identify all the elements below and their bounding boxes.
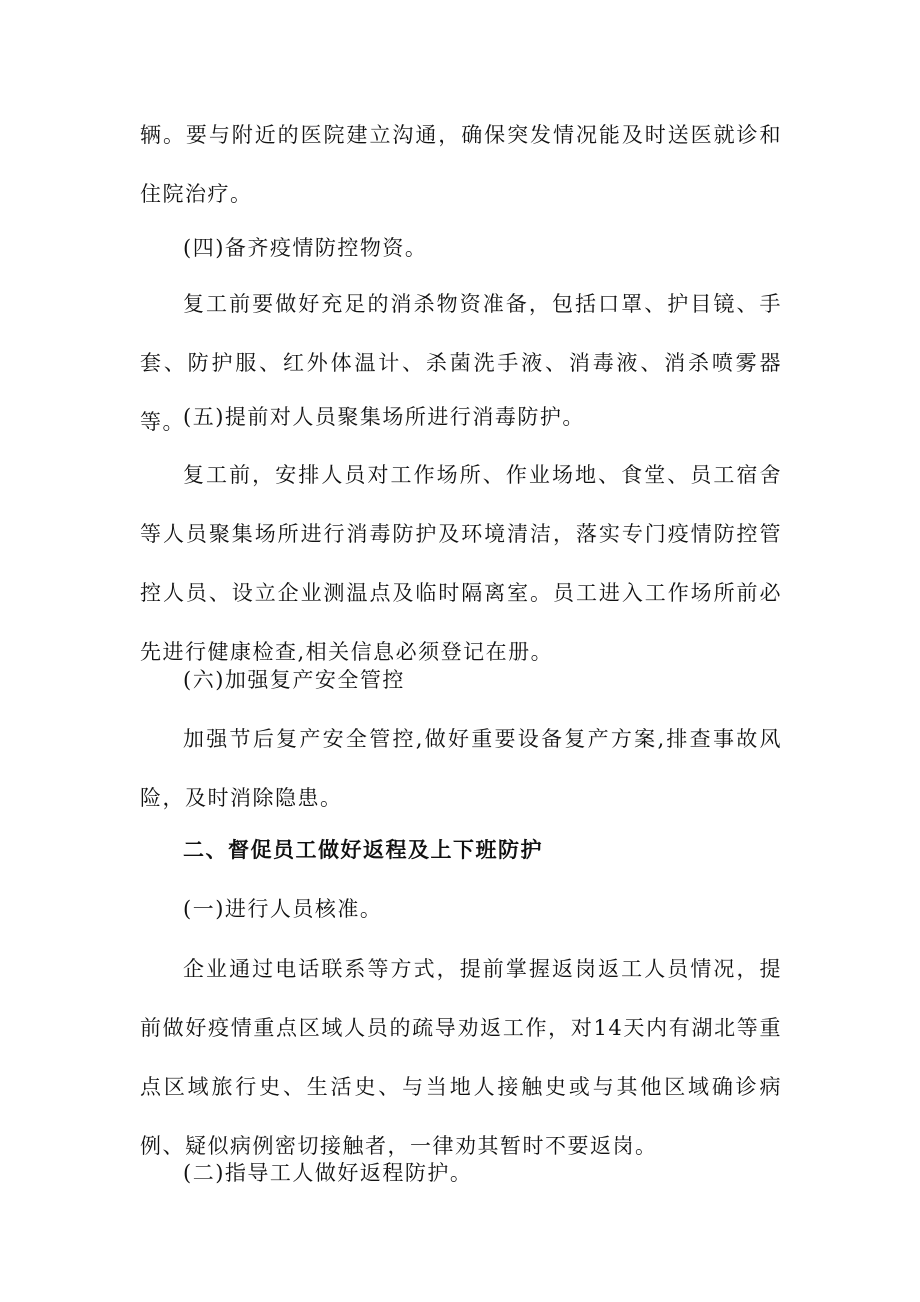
- section-heading-2: 二、督促员工做好返程及上下班防护: [183, 837, 543, 862]
- subheading-4: (四)备齐疫情防控物资。: [183, 236, 428, 260]
- paragraph-supplies: 复工前要做好充足的消杀物资准备，包括口罩、护目镜、手套、防护服、红外体温计、杀菌洗手液、消毒液、消杀喷雾器等。: [140, 292, 782, 434]
- subheading-5: (五)提前对人员聚集场所进行消毒防护。: [183, 405, 585, 429]
- paragraph-personnel-check: 企业通过电话联系等方式，提前掌握返岗返工人员情况，提前做好疫情重点区域人员的疏导劝返工作，对14天内有湖北等重点区域旅行史、生活史、与当地人接触史或与其他区域确诊病例、疑似病例密切接触者，一律劝其暂时不要返岗。: [140, 957, 782, 1158]
- subheading-6: (六)加强复产安全管控: [183, 668, 405, 692]
- subheading-1: (一)进行人员核准。: [183, 897, 383, 921]
- paragraph-continuation: 辆。要与附近的医院建立沟通，确保突发情况能及时送医就诊和住院治疗。: [140, 123, 782, 206]
- subheading-2: (二)指导工人做好返程防护。: [183, 1161, 473, 1185]
- paragraph-disinfection: 复工前，安排人员对工作场所、作业场地、食堂、员工宿舍等人员聚集场所进行消毒防护及环境清洁，落实专门疫情防控管控人员、设立企业测温点及临时隔离室。员工进入工作场所前必先进行健康检查,相关信息必须登记在册。: [140, 463, 782, 664]
- paragraph-safety-control: 加强节后复产安全管控,做好重要设备复产方案,排查事故风险，及时消除隐患。: [140, 727, 782, 810]
